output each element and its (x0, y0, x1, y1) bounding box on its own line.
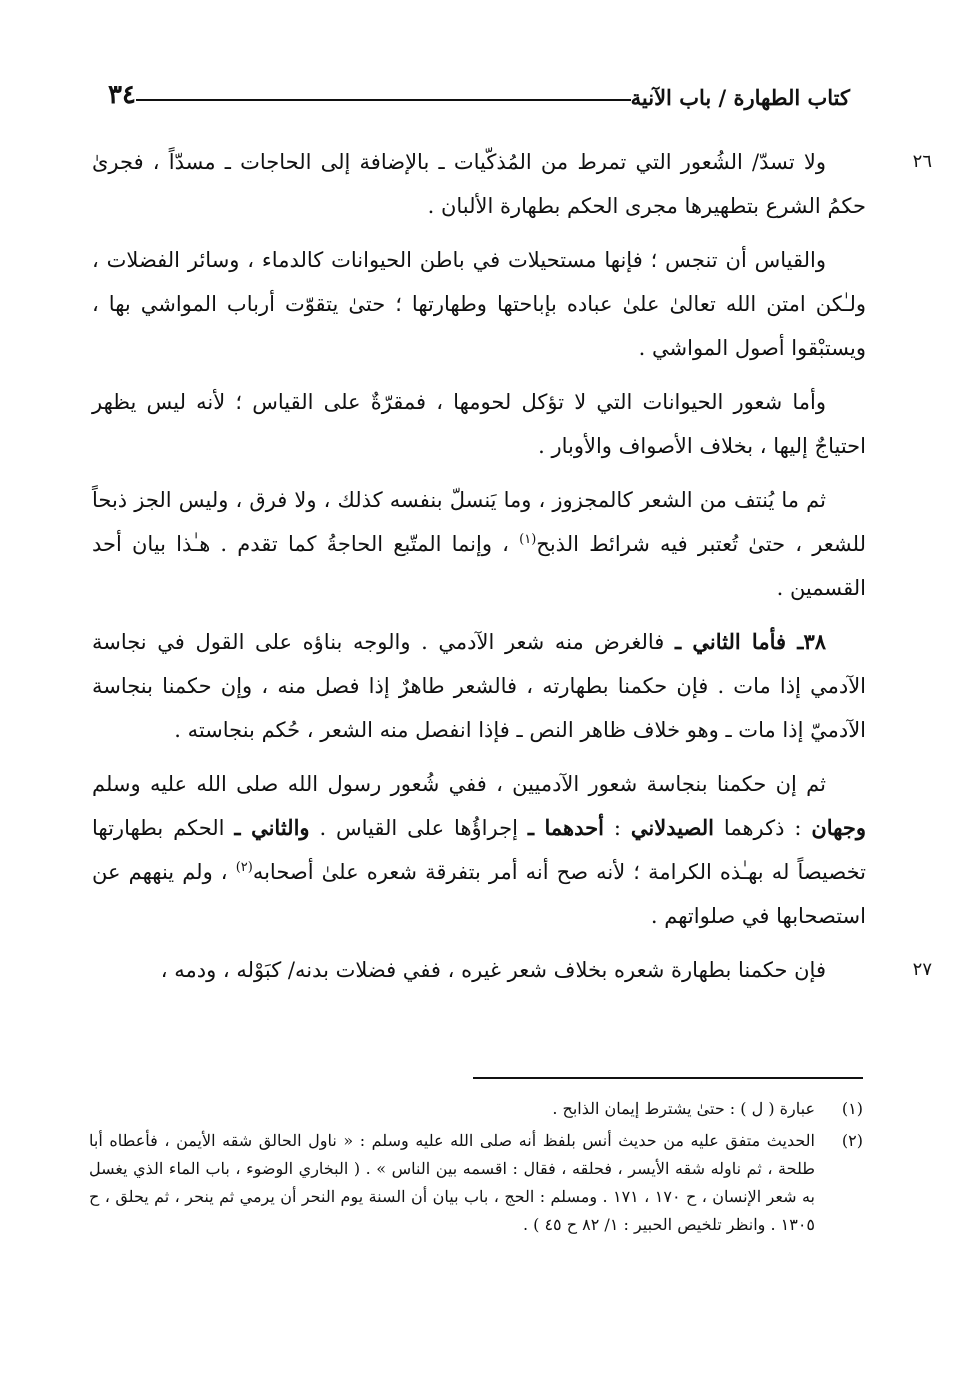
paragraph-6-text-a: ثم إن حكمنا بنجاسة شعور الآدميين ، ففي شُعور رسول الله صلى الله عليه وسلم (92, 772, 826, 796)
paragraph-6-text-b: : ذكرهما (714, 816, 812, 840)
paragraph-7-text: فإن حكمنا بطهارة شعره بخلاف شعر غيره ، ففي فضلات بدنه/ كبَوْله ، ودمه ، (160, 958, 826, 982)
footnote-number: (١) (841, 1099, 863, 1118)
paragraph-4-text-b: ، وإنما المتّبع الحاجةُ كما تقدم . هـٰذا بيان أحد القسمين . (92, 532, 866, 600)
paragraph-4-text-a: ثم ما يُنتف من الشعر كالمجزوز ، وما يَنسلّ بنفسه كذلك ، ولا فرق ، وليس الجز ذبحاً للشعر ، حتىٰ تُعتبر فيه شرائط الذبح (92, 488, 867, 556)
paragraph-7 (92, 948, 932, 992)
paragraph-6-text-f: ، ولم ينههم عن استصحابها في صلواتهم . (92, 860, 866, 928)
paragraph-2: والقياس أن تنجس ؛ فإنها مستحيلات في باطن الحيوانات كالدماء ، وسائر الفضلات ، ولـٰكن امتن الله تعالىٰ علىٰ عباده بإباحتها وطهارتها ؛ حتىٰ يتقوّت أرباب المواشي بها ، ويستبْقوا أصول المواشي . (92, 248, 866, 360)
paragraph-5 (92, 620, 866, 752)
paragraph-6-text-e: الحكم بطهارتها تخصيصاً له بهـٰذه الكرامة ؛ لأنه صح أنه أمر بتفرقة شعره علىٰ أصحابه (92, 816, 867, 884)
paragraph-6-text-c: : (603, 816, 631, 840)
footnote-2 (89, 1127, 863, 1239)
footnote-number: (٢) (841, 1131, 863, 1150)
paragraph-4 (92, 478, 866, 610)
paragraph-1-text: ولا تسدّ/ الشُعور التي تمرط من المُذكّيات ـ بالإضافة إلى الحاجات ـ مسدّاً ، فجرىٰ حكمُ الشرع بتطهيرها مجرى الحكم بطهارة الألبان . (92, 150, 866, 218)
paragraph-1 (92, 140, 932, 228)
page-number: ٣٤ (108, 80, 136, 110)
footnote-text: الحديث متفق عليه من حديث أنس بلفظ أنه صلى الله عليه وسلم : « ناول الحالق شقه الأيمن ، فأعطاه أبا طلحة ، ثم ناوله شقه الأيسر ، فحلقه ، فقال : اقسمه بين الناس » . ( البخاري الوضوء ، باب الماء الذي يغسل به شعر الإنسان ، ح ١٧٠ ، ١٧١ . ومسلم : الحج ، باب بيان أن السنة يوم النحر أن يرمي ثم ينحر ، ثم يحلق ، ح ١٣٠٥ . وانظر تلخيص الحبير : ١/ ٨٢ ح ٤٥ ) . (89, 1131, 816, 1234)
footnotes (89, 1095, 863, 1243)
margin-marker-27: ٢٧ (912, 959, 932, 980)
bold-term-ahaduhuma: أحدهما ـ (527, 815, 604, 840)
bold-term-saydalani: الصيدلاني (630, 815, 715, 840)
footnote-rule (473, 1077, 863, 1079)
section-heading-38: ٣٨ـ فأما الثاني ـ (674, 629, 826, 654)
bold-term-wajhan: وجهان (811, 815, 866, 840)
footnote-text: عبارة ( ل ) : حتىٰ يشترط إيمان الذابح . (552, 1099, 815, 1118)
bold-term-thani: والثاني ـ (234, 815, 310, 840)
page-header (92, 80, 866, 110)
paragraph-6-text-d: إجراؤُها على القياس . (309, 816, 528, 840)
margin-marker-26: ٢٦ (912, 151, 932, 172)
footnote-ref-1: (١) (519, 532, 537, 547)
paragraph-3: وأما شعور الحيوانات التي لا تؤكل لحومها ، فمقرّةٌ على القياس ؛ لأنه ليس يظهر احتياجٌ إليها ، بخلاف الأصواف والأوبار . (92, 390, 866, 458)
footnote-ref-2: (٢) (235, 860, 253, 875)
footnote-1 (89, 1095, 863, 1123)
paragraph-5-text: فالغرض منه شعر الآدمي . والوجه بناؤه على القول في نجاسة الآدمي إذا مات . فإن حكمنا بطهارته ، فالشعر طاهرٌ إذا فصل منه ، وإن حكمنا بنجاسة الآدميّ إذا مات ـ وهو خلاف ظاهر النص ـ فإذا انفصل منه الشعر ، حُكم بنجاسته . (92, 630, 866, 742)
header-rule (136, 99, 631, 101)
paragraph-6 (92, 762, 866, 938)
main-text (92, 140, 932, 1002)
running-title: كتاب الطهارة / باب الآنية (630, 85, 850, 110)
